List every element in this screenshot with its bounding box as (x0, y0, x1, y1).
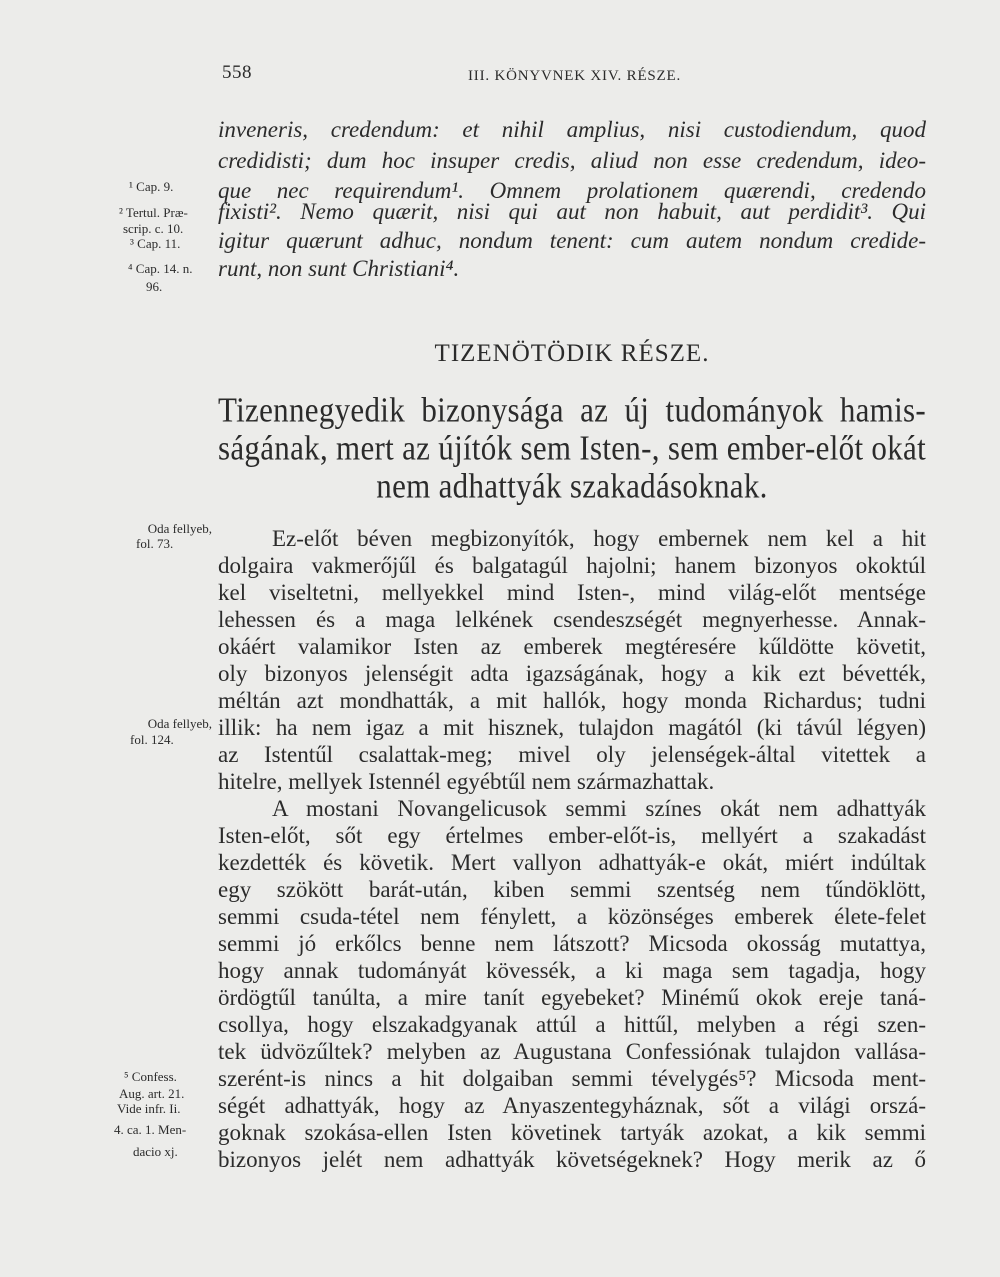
margin-note: fol. 73. (136, 536, 174, 551)
body-line: lehessen és a maga lelkének csendeszségét megnyerhesse. Annak- (218, 607, 926, 632)
margin-note: Vide infr. Ii. (117, 1101, 181, 1116)
margin-note: ¹ Cap. 9. (129, 179, 174, 194)
body-line: dolgaira vakmerőjűl és balgatagúl hajolni; hanem bizonyos okoktúl (218, 553, 926, 578)
body-line: Ez-előt béven megbizonyítók, hogy embernek nem kel a hit (272, 526, 926, 551)
body-line: kel viseltetni, mellyekkel mind Isten-, mind világ-előt mentsége (218, 580, 926, 605)
running-head: III. KÖNYVNEK XIV. RÉSZE. (468, 68, 682, 84)
margin-note: ⁴ Cap. 14. n. (128, 261, 193, 276)
latin-line: inveneris, credendum: et nihil amplius, nisi custodiendum, quod (218, 117, 926, 142)
margin-note: dacio xj. (133, 1144, 178, 1159)
body-line: méltán azt mondhatták, a mit hallók, hogy monda Richardus; tudni (218, 688, 926, 713)
margin-note: ⁵ Confess. (124, 1069, 177, 1084)
body-line: kezdették és követik. Mert vallyon adhattyák-e okát, miért indúltak (218, 850, 926, 875)
latin-line: runt, non sunt Christiani⁴. (218, 256, 460, 281)
margin-note: Oda fellyeb, (147, 521, 212, 536)
latin-line: igitur quærunt adhuc, nondum tenent: cum autem nondum credide- (218, 228, 926, 253)
body-line: az Istentűl csalattak-meg; mivel oly jelenségek-által vitettek a (218, 742, 926, 767)
margin-note: Aug. art. 21. (119, 1086, 185, 1101)
body-line: csollya, hogy elszakadgyanak attúl a hittűl, melyben a régi szen- (218, 1012, 926, 1037)
margin-note: scrip. c. 10. (123, 221, 184, 236)
margin-note: fol. 124. (130, 732, 174, 747)
body-line: okáért valamikor Isten az emberek megtéresére kűldötte követit, (218, 634, 926, 659)
latin-line: que nec requirendum¹. Omnem prolationem quærendi, credendo (218, 178, 926, 203)
chapter-title-line: Tizennegyedik bizonysága az új tudományok hamis- (218, 390, 926, 430)
margin-note: 96. (146, 279, 163, 294)
body-line: goknak szokása-ellen Isten követinek tartyák azokat, a kik semmi (218, 1120, 926, 1145)
body-line: tek üdvözűltek? melyben az Augustana Confessiónak tulajdon vallása- (218, 1039, 926, 1064)
body-line: ségét adhattyák, hogy az Anyaszentegyháznak, sőt a világi orszá- (218, 1093, 926, 1118)
body-line: illik: ha nem igaz a mit hisznek, tulajdon magától (ki távúl légyen) (218, 715, 926, 740)
chapter-title-line: ságának, mert az újítók sem Isten-, sem ember-előt okát (218, 428, 926, 468)
body-line: hogy annak tudományát kövessék, a ki maga sem tagadja, hogy (218, 958, 926, 983)
page-number: 558 (222, 62, 252, 83)
body-line: Isten-előt, sőt egy értelmes ember-előt-is, mellyért a szakadást (218, 823, 926, 848)
body-line: szerént-is nincs a hit dolgaiban semmi tévelygés⁵? Micsoda ment- (218, 1066, 926, 1091)
body-line: bizonyos jelét nem adhattyák követségeknek? Hogy merik az ő (218, 1147, 926, 1172)
chapter-title-line: nem adhattyák szakadásoknak. (376, 466, 768, 506)
latin-line: fixisti². Nemo quærit, nisi qui aut non habuit, aut perdidit³. Qui (218, 199, 926, 224)
body-line: egy szökött barát-után, kiben semmi szentség nem tűndöklött, (218, 877, 926, 902)
margin-note: 4. ca. 1. Men- (114, 1122, 187, 1137)
latin-line: credidisti; dum hoc insuper credis, aliud non esse credendum, ideo- (218, 148, 926, 173)
body-line: hitelre, mellyek Istennél egyébtűl nem származhattak. (218, 769, 715, 794)
body-line: semmi jó erkőlcs benne nem látszott? Micsoda okosság mutattya, (218, 931, 926, 956)
margin-note: Oda fellyeb, (147, 716, 212, 731)
body-line: ördögtűl tanúlta, a mire tanít egyebeket? Minémű okok ereje taná- (218, 985, 926, 1010)
body-line: A mostani Novangelicusok semmi színes okát nem adhattyák (272, 796, 926, 821)
chapter-heading: TIZENÖTÖDIK RÉSZE. (434, 340, 710, 367)
margin-note: ³ Cap. 11. (130, 236, 181, 251)
body-line: oly bizonyos jelenségit adta igazságának, hogy a kik ezt bévették, (218, 661, 926, 686)
body-line: semmi csuda-tétel nem fénylett, a közönséges emberek élete-felet (218, 904, 926, 929)
margin-note: ² Tertul. Præ- (119, 205, 188, 220)
